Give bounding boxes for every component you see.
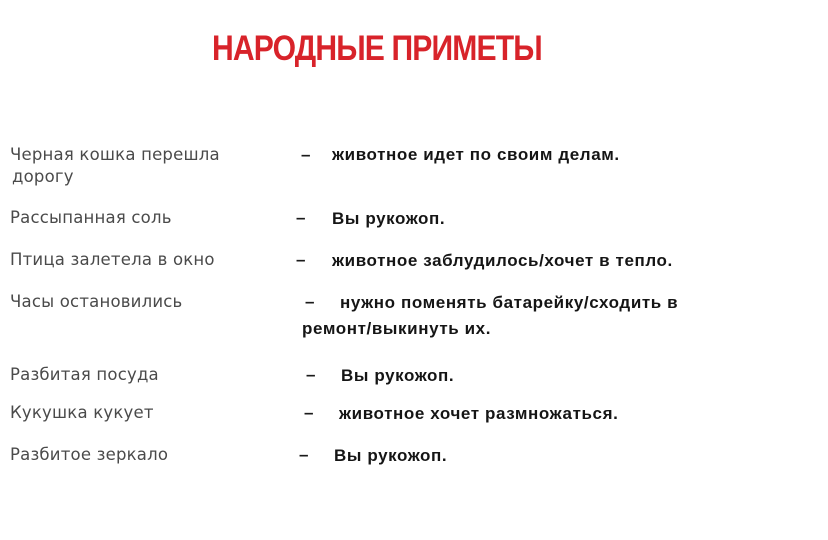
dash-separator: –: [296, 250, 306, 269]
omen-meaning: [332, 143, 828, 167]
omen-text: [10, 444, 295, 466]
meaning-line: Вы рукожоп.: [332, 209, 446, 228]
omen-line: Разбитая посуда: [10, 365, 159, 384]
omen-meaning: [334, 444, 828, 468]
dash-separator: –: [304, 403, 314, 422]
omen-line: Рассыпанная соль: [10, 208, 172, 227]
meaning-line: нужно поменять батарейку/сходить в: [340, 293, 679, 312]
omen-meaning: [332, 207, 828, 231]
omen-meaning: [332, 249, 828, 273]
dash-separator: –: [301, 145, 311, 164]
omen-line: дорогу: [12, 167, 74, 186]
omen-line: Разбитое зеркало: [10, 445, 169, 464]
omen-text: [10, 364, 295, 386]
meaning-line: животное заблудилось/хочет в тепло.: [332, 251, 673, 270]
dash-separator: –: [306, 365, 316, 384]
page-title: НАРОДНЫЕ ПРИМЕТЫ: [212, 29, 542, 68]
omen-line: Часы остановились: [10, 292, 183, 311]
meaning-line: ремонт/выкинуть их.: [302, 319, 492, 338]
omen-meaning: [341, 364, 828, 388]
omen-text: [10, 207, 295, 229]
omen-meaning: [339, 402, 828, 426]
meaning-line: Вы рукожоп.: [341, 366, 455, 385]
dash-separator: –: [305, 292, 315, 311]
omen-text: [10, 291, 295, 313]
omen-line: Черная кошка перешла: [10, 145, 220, 164]
meaning-line: животное хочет размножаться.: [339, 404, 619, 423]
omen-line: Кукушка кукует: [10, 403, 154, 422]
omen-line: Птица залетела в окно: [10, 250, 215, 269]
meaning-line: животное идет по своим делам.: [332, 145, 620, 164]
omen-text: [10, 249, 295, 271]
omen-text: [10, 402, 295, 424]
dash-separator: –: [299, 445, 309, 464]
dash-separator: –: [296, 208, 306, 227]
omen-meaning: [302, 291, 802, 341]
omen-text: [10, 144, 295, 188]
meaning-line: Вы рукожоп.: [334, 446, 448, 465]
